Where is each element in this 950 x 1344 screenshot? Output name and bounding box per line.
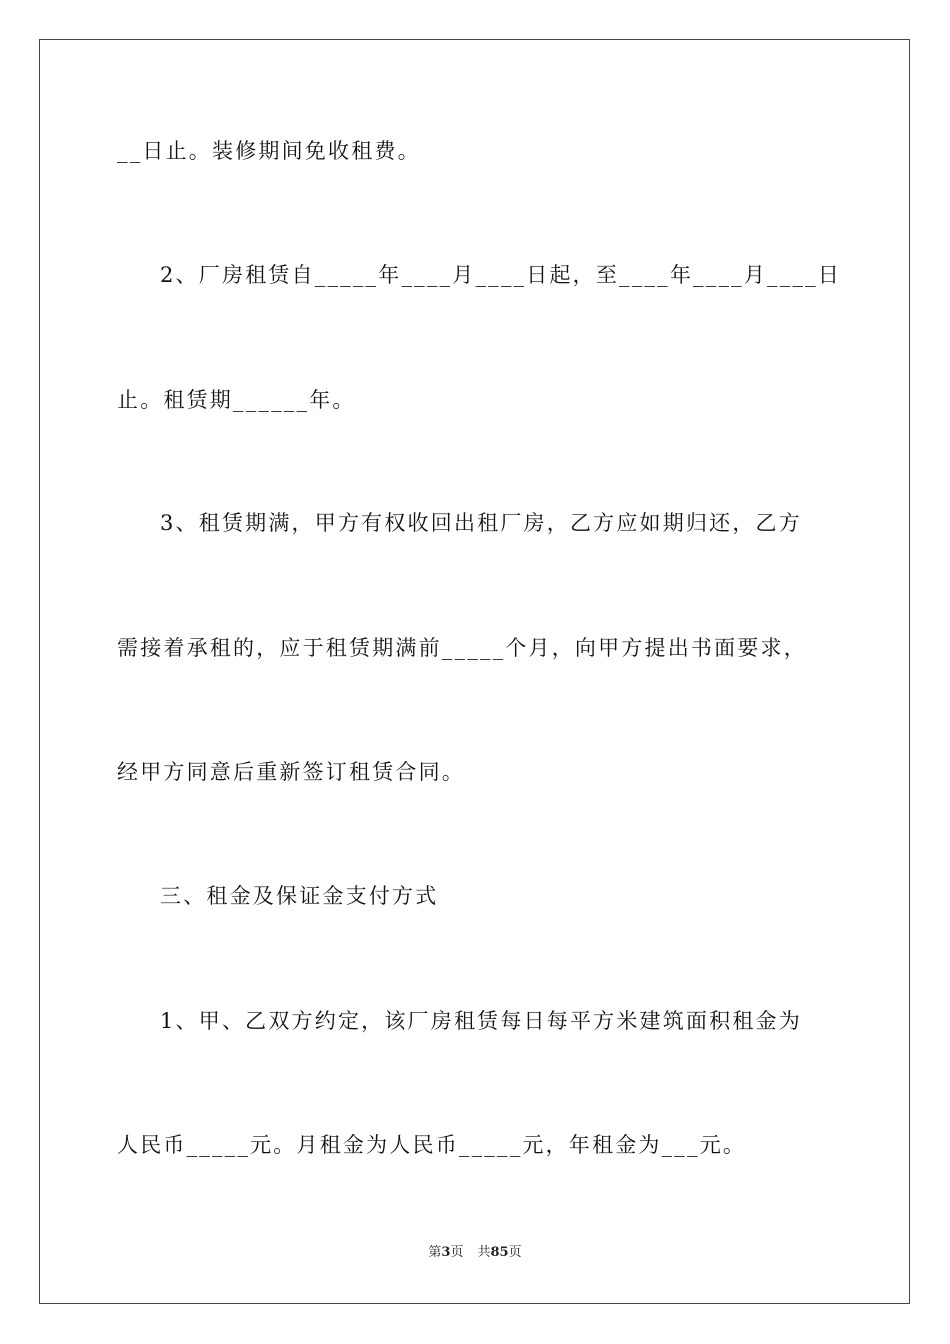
text-line-5: 需接着承租的，应于租赁期满前_____个月，向甲方提出书面要求，	[117, 636, 807, 660]
text-line-3: 止。租赁期______年。	[117, 388, 356, 412]
text-line-8: 1、甲、乙双方约定，该厂房租赁每日每平方米建筑面积租金为	[160, 1009, 802, 1033]
text-line-1: __日止。装修期间免收租费。	[117, 139, 421, 163]
section-heading: 三、租金及保证金支付方式	[160, 884, 439, 908]
text-line-2: 2、厂房租赁自_____年____月____日起，至____年____月____日	[160, 263, 842, 287]
footer-page-prefix: 第	[428, 1245, 442, 1260]
text-line-9: 人民币_____元。月租金为人民币_____元，年租金为___元。	[117, 1133, 747, 1157]
footer-total-pages: 85	[490, 1245, 509, 1260]
text-line-6: 经甲方同意后重新签订租赁合同。	[117, 760, 465, 784]
footer-page-number: 3	[441, 1245, 451, 1260]
text-line-4: 3、租赁期满，甲方有权收回出租厂房，乙方应如期归还，乙方	[160, 511, 802, 535]
footer-page-suffix: 页	[450, 1245, 464, 1260]
footer-total-prefix: 共	[477, 1245, 491, 1260]
page-footer	[0, 1244, 950, 1262]
footer-total-suffix: 页	[508, 1245, 522, 1260]
page-frame	[39, 39, 910, 1304]
